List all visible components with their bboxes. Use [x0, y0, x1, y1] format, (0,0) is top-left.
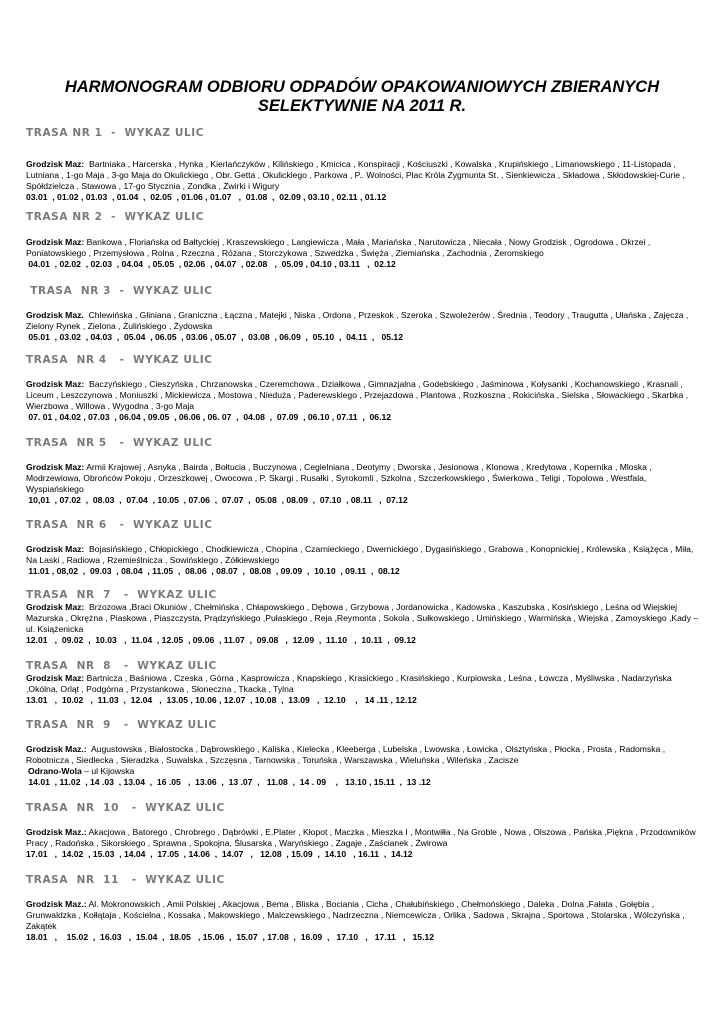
extra-street: – ul Kijowska [81, 766, 135, 776]
street-list: Akacjowa , Batorego , Chrobrego , Dąbrówki , E.Plater , Kłopot , Maczka , Mieszka I , Montwiłła , Na Groble , Nowa , Olszowa , Pańska ,Piękna , Przodowników Pracy , Radońska , Sikorskiego , Sprawna , Spokojna, Ślusarska , Waryńskiego , Zagaje , Zaścianek , Żwirowa [26, 827, 696, 848]
city-label: Grodzisk Maz: [26, 544, 85, 554]
street-list: Chlewińska , Gliniana , Graniczna , Łączna , Matejki , Niska , Ordona , Przeskok , Szeroka , Szwoleżerów , Średnia , Teodory , Traugutta , Ułańska , Zajęcza , Zielony Rynek , Zielona , Żulińskiego , Żydowska [26, 310, 689, 331]
street-list: Armii Krajowej , Asnyka , Bairda , Bołtucia , Buczynowa , Cegielniana , Deotymy , Dworska , Jesionowa , Klonowa , Kredytowa , Kopernika , Mloska , Modrzewiowa, Obrońców Pokoju , Orzeszkowej , Owocowa , P. Skargi , Rusałki , Syrokomli , Szkolna , Szczerkowskiego , Świerkowa , Teligi , Topolowa , Westfala, Wyspiańskiego [26, 462, 652, 494]
collection-dates: 17.01 , 14.02 , 15.03 , 14.04 , 17.05 , 14.06 , 14.07 , 12.08 , 15.09 , 14.10 , 16.11 , 14.12 [26, 849, 413, 859]
route-heading: TRASA NR 1 - WYKAZ ULIC [26, 127, 205, 139]
route-streets [26, 827, 702, 849]
route-heading: TRASA NR 4 - WYKAZ ULIC [26, 354, 213, 366]
street-list: Baczyńskiego , Cieszyńska , Chrzanowska , Czeremchowa , Działkowa , Gimnazjalna , Godebskiego , Jaśminowa , Kołysanki , Kochanowskiego , Krasnali , Liceum , Leszczynowa , Moniuszki , Mickiewicza , Mostowa , Nieduża , Paderewskiego , Przejazdowa , Plantowa , Rozkoszna , Rokicińska , Sielska , Słowackiego , Skarbka , Wierzbowa , Willowa , Wygodna , 3-go Maja [26, 379, 688, 411]
city-label: Grodzisk Maz.: [26, 827, 87, 837]
street-list: Bartniaka , Harcerska , Hynka , Kierlańczyków , Kilińskiego , Kmicica , Konspiracji , Kościuszki , Kowalska , Krupińskiego , Limanowskiego , 11-Listopada , Lutniana , 1-go Maja , 3-go Maja do Okulickiego , Obr. Getta , Okulickiego , Parkowa , P.. Wolności, Plac Króla Zygmunta St. , Sienkiewicza , Składowa , Skłodowskiej-Curie , Spółdzielcza , Stawowa , 17-go Stycznia , Zondka , Żwirki i Wigury [26, 159, 685, 191]
route-heading: TRASA NR 5 - WYKAZ ULIC [26, 437, 213, 449]
route-heading: TRASA NR 7 - WYKAZ ULIC [26, 589, 217, 601]
route-9 [26, 719, 702, 788]
collection-dates: 14.01 , 11.02 , 14 .03 , 13.04 , 16 .05 , 13.06 , 13 .07 , 11.08 , 14 . 09 , 13.10 , 15.11 , 13 .12 [26, 777, 431, 787]
city-label: Grodzisk Maz. [26, 310, 84, 320]
route-streets [26, 237, 702, 259]
route-heading: TRASA NR 3 - WYKAZ ULIC [26, 285, 213, 297]
route-1 [26, 127, 702, 203]
street-list: Bojasińskiego , Chłopickiego , Chodkiewicza , Chopina , Czarnieckiego , Dwernickiego , Dygasińskiego , Grabowa , Konopnickiej , Królewska , Książęca , Miła, Na Laski , Radiowa , Rzemieślnicza , Sowińskiego , Żółkiewskiego [26, 544, 694, 565]
route-3 [26, 285, 702, 343]
collection-dates: 12.01 , 09.02 , 10.03 , 11.04 , 12.05 , 09.06 , 11.07 , 09.08 , 12.09 , 11.10 , 10.11 , 09.12 [26, 635, 416, 645]
document-title-line-1: HARMONOGRAM ODBIORU ODPADÓW OPAKOWANIOWYCH ZBIERANYCH [64, 78, 660, 96]
collection-dates: 18.01 , 15.02 , 16.03 , 15.04 , 18.05 , 15.06 , 15.07 , 17.08 , 16.09 , 17.10 , 17.11 , 15.12 [26, 932, 435, 942]
route-6 [26, 519, 702, 577]
route-heading: TRASA NR 10 - WYKAZ ULIC [26, 802, 225, 814]
route-2 [26, 211, 702, 270]
route-heading: TRASA NR 2 - WYKAZ ULIC [26, 211, 205, 223]
city-label: Grodzisk Maz.: [26, 899, 87, 909]
route-10 [26, 802, 702, 860]
route-11 [26, 874, 702, 943]
route-heading: TRASA NR 8 - WYKAZ ULIC [26, 660, 217, 672]
document-title-line-2: SELEKTYWNIE NA 2011 R. [257, 97, 467, 115]
route-streets [26, 544, 702, 566]
route-heading: TRASA NR 6 - WYKAZ ULIC [26, 519, 213, 531]
collection-dates: 07. 01 , 04.02 , 07.03 , 06.04 , 09.05 , 06.06 , 06. 07 , 04.08 , 07.09 , 06.10 , 07.11 , 06.12 [26, 412, 392, 422]
collection-dates: 13.01 , 10.02 , 11.03 , 12.04 , 13.05 , 10.06 , 12.07 , 10.08 , 13.09 , 12.10 , 14 .11 , 12.12 [26, 695, 417, 705]
collection-dates: 10,01 , 07.02 , 08.03 , 07.04 , 10.05 , 07.06 , 07.07 , 05.08 , 08.09 , 07.10 , 08.11 , 07.12 [26, 495, 408, 505]
route-extra-location [26, 766, 702, 777]
route-streets [26, 310, 702, 332]
route-streets [26, 462, 702, 495]
route-heading: TRASA NR 9 - WYKAZ ULIC [26, 719, 217, 731]
collection-dates: 05.01 , 03.02 , 04.03 , 05.04 , 06.05 , 03.06 , 05.07 , 03.08 , 06.09 , 05.10 , 04.11 , 05.12 [26, 332, 403, 342]
city-label: Grodzisk Maz.: [26, 744, 87, 754]
city-label: Grodzisk Maz: [26, 602, 85, 612]
route-8 [26, 660, 702, 706]
city-label: Grodzisk Maz: [26, 673, 85, 683]
street-list: Augustowska , Białostocka , Dąbrowskiego , Kaliska , Kielecka , Kleeberga , Lubelska , Lwowska , Łowicka , Olsztyńska , Płocka , Prosta , Radomska , Robotnicza , Siedlecka , Sieradzka , Suwalska , Szczęsna , Tarnowska , Toruńska , Warszawska , Wieluńska , Wileńska , Zacisze [26, 744, 666, 765]
street-list: Brzozowa ,Braci Okuniów , Chełmińska , Chłapowskiego , Dębowa , Grzybowa , Jordanowicka , Kadowska , Kaszubska , Kosińskiego , Leśna od Wiejskiej Mazurska , Okrężna , Piaskowa , Piaszczysta, Prądzyńskiego ,Pułaskiego , Reja ,Reymonta , Sokola , Sułkowskiego , Umińskiego , Warmińska , Wiejska , Zamoyskiego ,Kady – ul. Książenicka [26, 602, 699, 634]
route-streets [26, 899, 702, 932]
document-title [0, 78, 724, 116]
city-label: Grodzisk Maz: [26, 237, 85, 247]
street-list: Al. Mokronowskich , Amii Polskiej , Akacjowa , Bema , Bliska , Bociania , Cicha , Chałubińskiego , Chełmońskiego , Daleka , Dolna ,Fałata , Gołębia , Grunwaldzka , Kołłątaja , Kościelna , Kossaka , Makowskiego , Malczewskiego , Nadrzeczna , Niemcewicza , Orlika , Sadowa , Skrajna , Sportowa , Stolarska , Wólczyńska , Zakątek [26, 899, 685, 931]
city-label: Grodzisk Maz: [26, 159, 85, 169]
collection-dates: 03.01 , 01.02 , 01.03 , 01.04 , 02.05 , 01.06 , 01.07 , 01.08 , 02.09 , 03.10 , 02.11 , 01.12 [26, 192, 387, 202]
street-list: Bartnicza , Baśniowa , Czeska , Górna , Kasprowicza , Knapskiego , Krasickiego , Krasińskiego , Kurpiowska , Leśna , Łowcza , Myśliwska , Nadarzyńska ,Okólna, Orląt , Podgórna , Przystankowa , Słoneczna , Tkacka , Tylna [26, 673, 672, 694]
city-label: Grodzisk Maz: [26, 462, 85, 472]
route-4 [26, 354, 702, 423]
route-7 [26, 589, 702, 646]
collection-dates: 11.01 , 08,02 , 09.03 , 08.04 , 11.05 , 08.06 , 08.07 , 08.08 , 09.09 , 10.10 , 09.11 , 08.12 [26, 566, 400, 576]
route-heading: TRASA NR 11 - WYKAZ ULIC [26, 874, 225, 886]
route-streets [26, 673, 702, 695]
route-streets [26, 744, 702, 766]
extra-city-label: Odrano-Wola [28, 766, 82, 776]
collection-dates: 04.01 , 02.02 , 02.03 , 04.04 , 05.05 , 02.06 , 04.07 , 02.08 , 05.09 , 04.10 , 03.11 , 02.12 [26, 259, 396, 269]
city-label: Grodzisk Maz: [26, 379, 85, 389]
route-5 [26, 437, 702, 506]
route-streets [26, 379, 702, 412]
street-list: Bankowa , Floriańska od Bałtyckiej , Kraszewskiego , Langiewicza , Mała , Mariańska , Narutowicza , Niecała , Nowy Grodzisk , Ogrodowa , Okrzei , Poniatowskiego , Przemysłowa , Rolna , Rzeczna , Różana , Storczykowa , Szwedzka , Święża , Ziemiańska , Zachodnia , Żeromskiego [26, 237, 651, 258]
route-streets [26, 602, 702, 635]
route-streets [26, 159, 702, 192]
